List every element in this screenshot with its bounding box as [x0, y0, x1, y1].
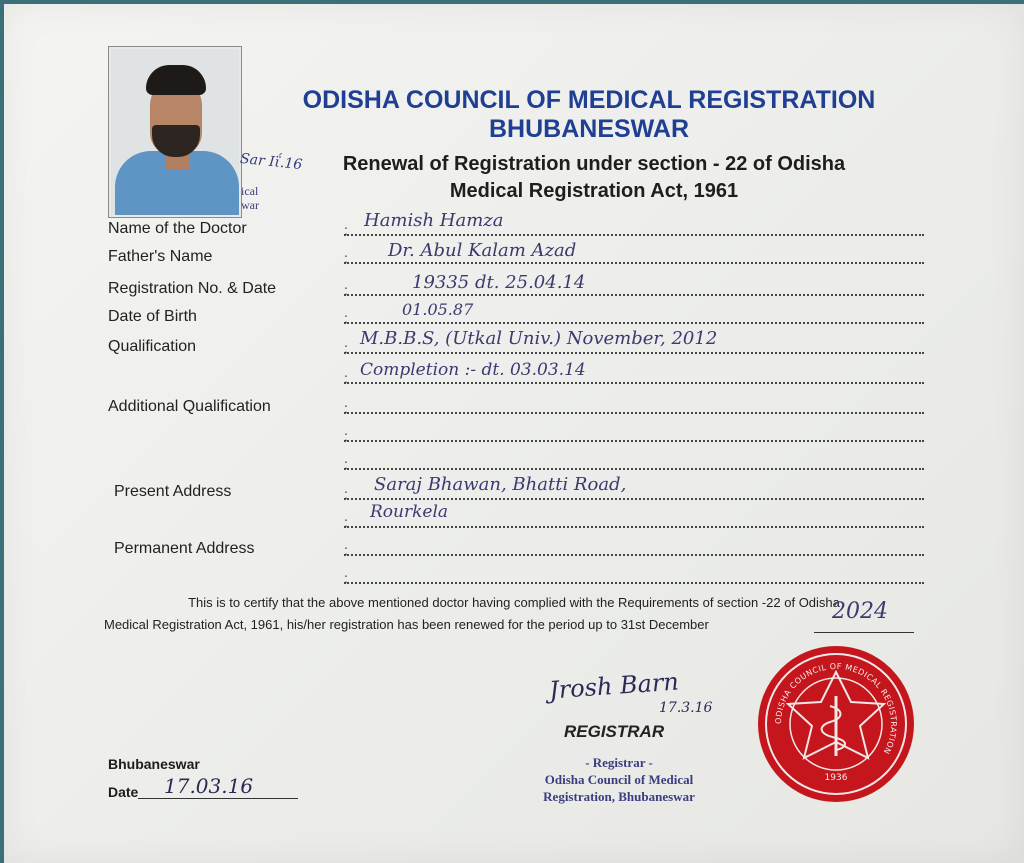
seal-ring-textpath: ODISHA COUNCIL OF MEDICAL REGISTRATION	[773, 661, 899, 756]
present-colon-2: :	[344, 514, 348, 530]
photo-hair	[146, 65, 206, 95]
council-name: ODISHA COUNCIL OF MEDICAL REGISTRATION	[302, 86, 876, 114]
dob-colon: :	[344, 310, 348, 326]
certification-year: 2024	[832, 599, 888, 624]
registrar-signature: Jrosh Barn	[548, 667, 680, 705]
present-address-value-2: Rourkela	[370, 502, 449, 522]
subtitle-line-1: Renewal of Registration under section - 22 of Odisha	[342, 153, 846, 175]
photo-background	[111, 49, 239, 215]
doctor-photo	[108, 46, 242, 218]
name-value: Hamish Hamza	[364, 210, 504, 231]
father-label: Father's Name	[108, 248, 213, 265]
additional-qualification-line-3	[344, 454, 924, 470]
additional-colon-2: :	[344, 428, 348, 444]
footer-city: Bhubaneswar	[108, 756, 200, 772]
additional-colon-3: :	[344, 456, 348, 472]
present-address-label: Present Address	[114, 483, 232, 500]
additional-qualification-label: Additional Qualification	[108, 398, 271, 415]
footer-date-value: 17.03.16	[164, 774, 254, 798]
qualification-value-2: Completion :- dt. 03.03.14	[360, 360, 586, 380]
qualification-colon: :	[344, 340, 348, 356]
qualification-label: Qualification	[108, 338, 197, 355]
registration-colon: :	[344, 282, 348, 298]
photo-stamp-text-2: war	[241, 198, 259, 212]
permanent-address-label: Permanent Address	[114, 540, 255, 557]
additional-colon-1: :	[344, 400, 348, 416]
registrar-title: REGISTRAR	[564, 722, 665, 741]
permanent-address-line-2	[344, 568, 924, 584]
name-colon: :	[344, 222, 348, 238]
certification-year-line	[814, 599, 914, 633]
present-address-value: Saraj Bhawan, Bhatti Road,	[374, 474, 627, 495]
additional-qualification-line-1	[344, 398, 924, 414]
qualification-value: M.B.B.S, (Utkal Univ.) November, 2012	[360, 328, 718, 349]
photo-stamp-fragment	[241, 184, 259, 212]
registrar-stamp	[519, 754, 719, 805]
certification-line-2	[104, 614, 924, 636]
qualification-colon-2: :	[344, 370, 348, 386]
certification-line-2-text: Medical Registration Act, 1961, his/her registration has been renewed for the period up to 31st December	[104, 617, 709, 632]
certification-text	[104, 592, 924, 636]
registrar-stamp-line-2: Odisha Council of Medical	[544, 772, 694, 787]
certificate-subtitle	[284, 151, 904, 205]
permanent-colon-2: :	[344, 570, 348, 586]
photo-stamp-text-1: ical	[241, 184, 259, 198]
registration-label: Registration No. & Date	[108, 280, 277, 297]
council-city: BHUBANESWAR	[489, 115, 689, 143]
photo-signature: Sar Ιΐ.16	[239, 150, 304, 174]
name-label: Name of the Doctor	[108, 220, 247, 237]
subtitle-line-2: Medical Registration Act, 1961	[449, 180, 739, 202]
council-seal	[756, 644, 916, 804]
dob-value: 01.05.87	[402, 300, 474, 319]
additional-qualification-line-2	[344, 426, 924, 442]
seal-year: 1936	[824, 773, 848, 783]
permanent-colon-1: :	[344, 542, 348, 558]
present-colon-1: :	[344, 486, 348, 502]
permanent-address-line-1	[344, 540, 924, 556]
certificate-paper	[4, 4, 1024, 863]
father-value: Dr. Abul Kalam Azad	[388, 240, 577, 261]
registrar-stamp-line-1: - Registrar -	[585, 755, 653, 770]
dob-label: Date of Birth	[108, 308, 197, 325]
registrar-stamp-line-3: Registration, Bhubaneswar	[543, 789, 695, 804]
footer-date-label: Date	[108, 784, 139, 800]
registration-value: 19335 dt. 25.04.14	[412, 272, 586, 293]
father-colon: :	[344, 250, 348, 266]
certification-line-1: This is to certify that the above mentioned doctor having complied with the Requirements of section -22 of Odisha	[188, 595, 840, 610]
registrar-sign-date: 17.3.16	[659, 700, 713, 716]
council-heading	[244, 86, 934, 144]
